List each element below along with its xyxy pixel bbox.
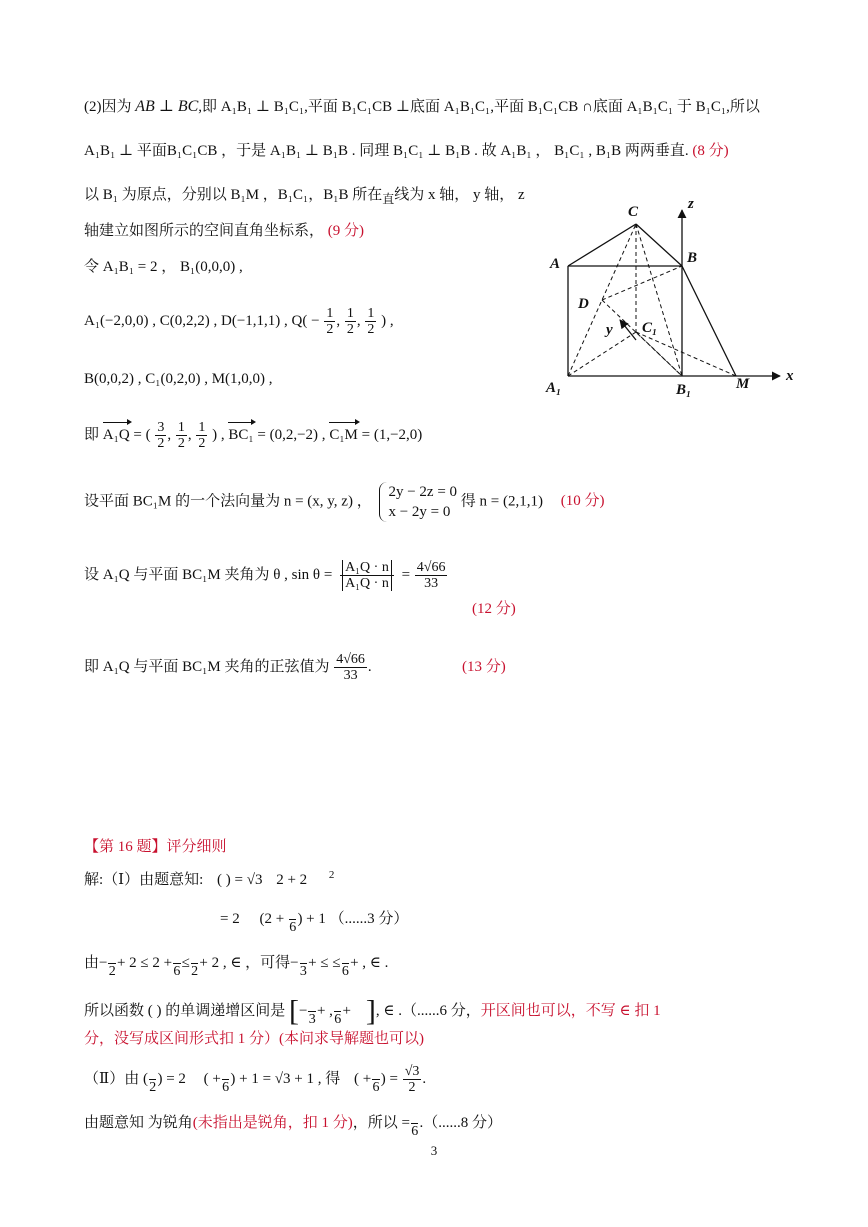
text: ，所以 = [352, 1114, 410, 1131]
q16-line-6 [84, 1064, 426, 1095]
den: 2 [346, 322, 354, 337]
text: + [342, 1002, 351, 1019]
text: (2)因为 [84, 99, 132, 115]
q16-line-2 [220, 904, 408, 935]
prism-figure [540, 190, 820, 400]
den: 6 [222, 1080, 230, 1095]
den: 3 [299, 964, 307, 979]
score-9: (9 分) [327, 223, 365, 239]
bracket-left: [ [289, 994, 299, 1028]
q16-line-7 [84, 1108, 502, 1139]
den: 33 [343, 668, 358, 683]
num [308, 996, 316, 1012]
num: 1 [198, 420, 206, 435]
text: + ≤ ≤ [308, 954, 341, 971]
den: 2 [408, 1080, 416, 1095]
num: 1 [367, 306, 375, 321]
equation-system [379, 482, 457, 522]
vector-bc1: BC₁ [228, 424, 253, 446]
fraction [173, 948, 181, 979]
text: 由− [84, 954, 108, 971]
text: 2 + 2 [276, 872, 308, 888]
label-y: y [606, 322, 613, 338]
num [340, 560, 394, 576]
den: 2 [157, 436, 165, 451]
text: 即 [84, 426, 100, 443]
fraction-result [334, 652, 367, 683]
text: (12 分) [472, 601, 516, 617]
line-points-2 [84, 368, 273, 390]
label-b: B [687, 250, 698, 266]
text: (13 分) [462, 659, 506, 675]
q16-line-4 [84, 996, 661, 1027]
num [334, 996, 342, 1012]
line-c1m [636, 332, 736, 376]
text: = (0,2,−2) , [257, 426, 326, 443]
den: 2 [326, 322, 334, 337]
minus: − [311, 312, 320, 329]
label-d: D [578, 296, 589, 312]
text: （Ⅱ）由 ( [84, 1070, 148, 1087]
equals: = [401, 566, 411, 583]
fraction-three-halves [155, 420, 166, 451]
num [411, 1108, 419, 1124]
text: (2 + [259, 910, 285, 927]
edge-bm [682, 266, 736, 376]
text: ( ) = √3 [217, 872, 263, 888]
text: 【第 16 题】评分细则 [84, 839, 227, 855]
text: ) + 1 [297, 910, 326, 927]
num [342, 948, 350, 964]
page-number: 3 [430, 1143, 438, 1158]
num [300, 948, 308, 964]
equation-2: x − 2y = 0 [388, 504, 451, 520]
fraction-result [415, 560, 448, 591]
text: .（......8 分） [419, 1114, 502, 1131]
num [149, 1064, 157, 1080]
text: 即 A₁Q 与平面 BC₁M 夹角的正弦值为 [84, 658, 330, 675]
superscript: 2 [328, 869, 335, 881]
den: 6 [341, 964, 349, 979]
q16-line-1 [84, 864, 334, 891]
line-coordinate-setup [84, 184, 525, 210]
text: ) , [381, 312, 394, 329]
den: 2 [108, 964, 116, 979]
label-z: z [688, 196, 694, 212]
num: 3 [157, 420, 165, 435]
den: 2 [177, 436, 185, 451]
fraction [342, 948, 350, 979]
text-sub: 直 [382, 192, 395, 206]
fraction [411, 1108, 419, 1139]
text: ) , [212, 426, 225, 443]
text: ( + [354, 1070, 372, 1087]
num [108, 948, 116, 964]
fraction [222, 1064, 230, 1095]
text: 设 A₁Q 与平面 BC₁M 夹角为 θ , sin θ = [84, 566, 333, 583]
den: 6 [334, 1012, 342, 1027]
text: ) + 1 = √3 + 1 , 得 [230, 1070, 341, 1087]
text: . [422, 1070, 427, 1087]
den: 6 [411, 1124, 419, 1139]
score-3: （......3 分） [329, 910, 409, 927]
edge-cb [636, 224, 682, 266]
text: 所以函数 ( ) 的单调递增区间是 [84, 1002, 286, 1019]
num [289, 904, 297, 920]
equation-1: 2y − 2z = 0 [388, 484, 458, 500]
score-12 [472, 598, 516, 620]
fraction-sqrt3-2 [403, 1064, 422, 1095]
num: √3 [404, 1064, 420, 1079]
label-m: M [736, 376, 750, 392]
text: ,即 A₁B₁ ⊥ B₁C₁,平面 B₁C₁CB ⊥底面 A₁B₁C₁,平面 B₁C₁CB ∩底面 A₁B₁C₁ 于 B₁C₁,所以 [198, 99, 760, 115]
vector-a1q: A₁Q [103, 424, 130, 446]
text: 设平面 BC₁M 的一个法向量为 n = (x, y, z) ， [84, 493, 372, 510]
label-a: A [550, 256, 561, 272]
q16-heading [84, 836, 227, 858]
text: 以 B₁ 为原点，分别以 B₁M ，B₁C₁，B₁B 所在 [84, 187, 383, 203]
line-normal-vector [84, 482, 605, 522]
line-vectors: 即 A₁Q = ( $\frac{3}{2}$ , $\frac{1}{2}$ , $\frac{1}{2}$ ) , BC₁ = (0,2,−2) , C₁M = (1,−2,0) [84, 420, 423, 451]
den: 2 [367, 322, 375, 337]
fraction [372, 1064, 380, 1095]
fraction-sin [340, 560, 394, 591]
text: A₁B₁ ⊥ 平面B₁C₁CB ，于是 A₁B₁ ⊥ B₁B . 同理 B₁C₁ ⊥ B₁B . 故 A₁B₁ ， B₁C₁ , B₁B 两两垂直. [84, 143, 689, 159]
text: 解:（Ⅰ）由题意知: [84, 872, 204, 888]
num: 4√66 [416, 560, 446, 575]
text: 由题意知 为锐角 [84, 1114, 193, 1131]
deduction-note: 开区间也可以，不写 ∈ 扣 1 [480, 1002, 661, 1019]
line-perpendicular-2 [84, 140, 729, 162]
num: 1 [177, 420, 185, 435]
fraction [108, 948, 116, 979]
text: A₁(−2,0,0) , C(0,2,2) , D(−1,1,1) , Q( [84, 312, 308, 329]
line-conclusion [84, 652, 372, 683]
abs-product: A₁Q · n [342, 576, 392, 591]
text: 令 A₁B₁ = 2 ， B₁(0,0,0) , [84, 259, 243, 275]
text: + , [316, 1002, 333, 1019]
score-10: (10 分) [560, 493, 605, 510]
fraction-half [176, 420, 187, 451]
q16-line-3 [84, 948, 388, 979]
num: 4√66 [336, 652, 365, 667]
fraction-half [324, 306, 335, 337]
den [340, 576, 394, 591]
line-sine-angle [84, 560, 448, 591]
label-c: C [628, 204, 639, 220]
num [173, 948, 181, 964]
den: 6 [289, 920, 297, 935]
num [372, 1064, 380, 1080]
label-c1: C₁ [642, 320, 658, 336]
text: 轴建立如图所示的空间直角坐标系， [84, 223, 325, 239]
q16-line-5 [84, 1028, 424, 1050]
label-x: x [786, 368, 794, 384]
den: 2 [191, 964, 199, 979]
fraction-half [345, 306, 356, 337]
fraction-pi-6 [289, 904, 297, 935]
fraction [308, 996, 316, 1027]
fraction-half [365, 306, 376, 337]
vector-c1m: C₁M [329, 424, 358, 446]
text: + 2 ≤ 2 + [116, 954, 173, 971]
text: 得 n = (2,1,1) [460, 493, 543, 510]
fraction [300, 948, 308, 979]
den: 33 [424, 576, 439, 591]
fraction [334, 996, 342, 1027]
den: 3 [308, 1012, 316, 1027]
score-8: (8 分) [692, 143, 729, 159]
num [191, 948, 199, 964]
deduction-note: (未指出是锐角，扣 1 分) [192, 1114, 353, 1131]
abs-dot: A₁Q · n [342, 560, 392, 575]
text: ( + [203, 1070, 221, 1087]
text: B(0,0,2) , C₁(0,2,0) , M(1,0,0) , [84, 371, 273, 387]
text: . [367, 658, 372, 675]
text: ) = [380, 1070, 398, 1087]
den: 2 [149, 1080, 157, 1095]
text: ≤ [181, 954, 190, 971]
text: + , ∈ . [350, 954, 389, 971]
score-13 [462, 656, 506, 678]
text: 线为 x 轴， y 轴， z [394, 187, 525, 203]
math-ab-bc: AB ⊥ BC [135, 98, 199, 115]
num: 1 [346, 306, 354, 321]
text: = (1,−2,0) [361, 426, 423, 443]
fraction [149, 1064, 157, 1095]
text: = ( [133, 426, 151, 443]
text: ) = 2 [157, 1070, 186, 1087]
line-set-length [84, 256, 243, 278]
label-a1: A₁ [546, 380, 562, 396]
num: 1 [326, 306, 334, 321]
fraction [191, 948, 199, 979]
text: , ∈ .（......6 分， [375, 1002, 481, 1019]
line-coordinate-system [84, 220, 364, 242]
label-b1: B₁ [676, 382, 692, 398]
fraction-half [196, 420, 207, 451]
text: = 2 [220, 910, 240, 927]
edge-ac [568, 224, 636, 266]
text: + 2 , ∈ ，可得− [199, 954, 299, 971]
den: 6 [173, 964, 181, 979]
num [222, 1064, 230, 1080]
deduction-note: 分，没写成区间形式扣 1 分）(本问求导解题也可以) [84, 1031, 424, 1047]
bracket-right: ] [365, 994, 376, 1028]
line-points-1: A₁(−2,0,0) , C(0,2,2) , D(−1,1,1) , Q( − $\frac{1}{2}$ , $\frac{1}{2}$ , $\frac{1}{2}$ ) , [84, 306, 394, 337]
den: 6 [372, 1080, 380, 1095]
line-perpendicular-1 [84, 96, 760, 118]
text: − [299, 1002, 308, 1019]
den: 2 [198, 436, 206, 451]
line-cb1 [636, 224, 682, 376]
line-db [602, 266, 682, 300]
